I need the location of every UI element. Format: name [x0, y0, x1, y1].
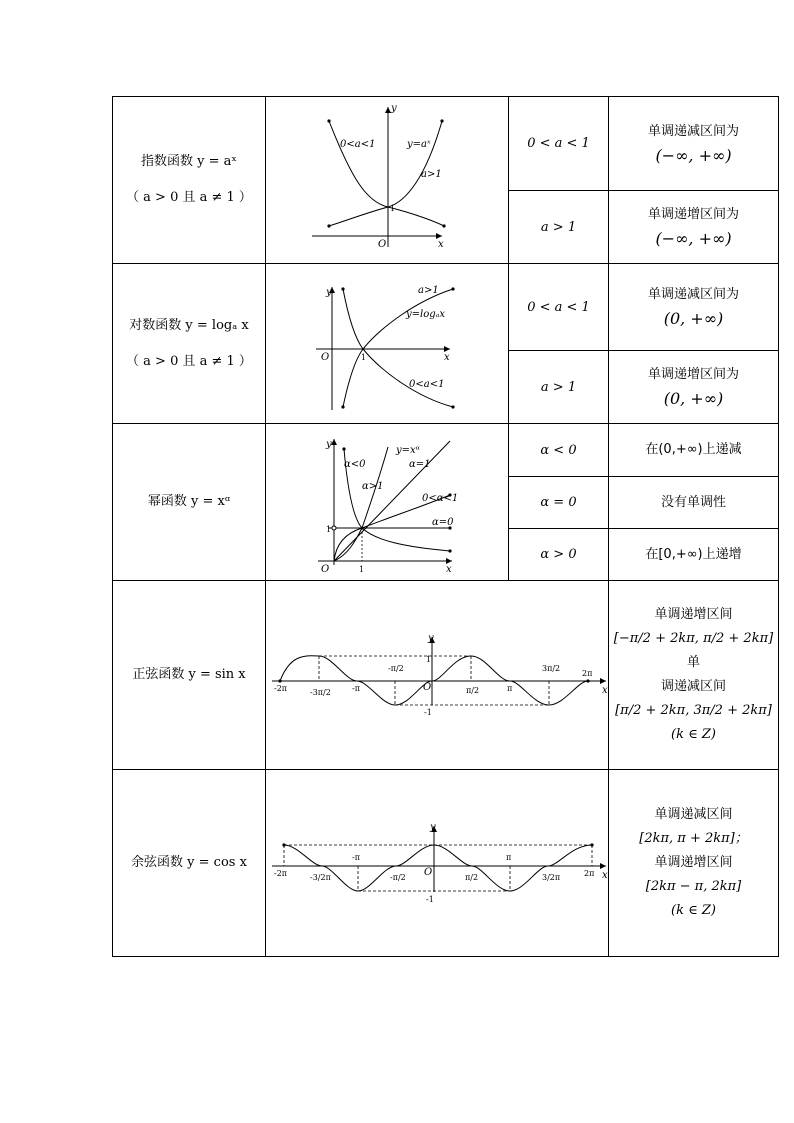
- power-mono-3: 在[0,+∞)上递增: [609, 529, 779, 581]
- cos-mono-cell: [609, 770, 779, 957]
- exp-graph-cell: [266, 97, 509, 264]
- exp-cond-2: a > 1: [509, 191, 609, 264]
- sin-k-note: (k ∈ Z): [671, 727, 716, 742]
- tick-minus-3pi-2: -3/2π: [310, 872, 331, 882]
- exp-mono-1-interval: (−∞, +∞): [655, 145, 732, 165]
- cos-inc-label: 单调递增区间: [654, 855, 733, 870]
- sin-inc-suffix: 单: [686, 655, 700, 670]
- origin-label: O: [321, 563, 330, 575]
- tick-2pi: 2π: [582, 668, 593, 678]
- power-name-cell: [113, 424, 266, 581]
- origin-label: O: [423, 681, 432, 693]
- exp-graph: [266, 97, 509, 263]
- exp-mono-2: [609, 191, 779, 264]
- cos-k-note: (k ∈ Z): [671, 903, 716, 918]
- sin-inc-line: [609, 627, 778, 675]
- label-increasing: a>1: [418, 284, 439, 296]
- tick-minus-2pi: -2π: [274, 683, 288, 693]
- origin-label: O: [378, 239, 387, 250]
- x-arrow-icon: [600, 863, 606, 869]
- power-graph-cell: [266, 424, 509, 581]
- sin-dec-interval: [π/2 + 2kπ, 3π/2 + 2kπ]: [615, 703, 772, 718]
- exp-mono-2-desc: 单调递增区间为: [647, 207, 739, 222]
- log-mono-2-desc: 单调递增区间为: [647, 367, 739, 382]
- y-label: y: [326, 286, 332, 298]
- label-function: y=aˣ: [407, 139, 431, 150]
- sin-mono-cell: [609, 581, 779, 770]
- tick-3pi-2: 3/2π: [542, 872, 561, 882]
- log-graph: [266, 265, 509, 423]
- power-cond-3: α > 0: [509, 529, 609, 581]
- cosine-curve: [284, 845, 595, 891]
- endpoint: [342, 447, 345, 450]
- power-name: 幂函数 y = xᵅ: [147, 494, 231, 509]
- power-cond-2: α = 0: [509, 477, 609, 529]
- power-mono-1: 在(0,+∞)上递减: [609, 424, 779, 477]
- sin-inc-interval: [−π/2 + 2kπ, π/2 + 2kπ]: [613, 631, 774, 646]
- power-graph: [266, 425, 509, 580]
- y-arrow-icon: [331, 439, 337, 445]
- log-mono-2: [609, 351, 779, 424]
- function-properties-table: [112, 96, 779, 957]
- endpoint: [327, 119, 330, 122]
- x-label: x: [602, 684, 608, 696]
- tick-pi: π: [506, 852, 512, 862]
- y-label: y: [428, 632, 434, 644]
- endpoint: [341, 405, 344, 408]
- log-cond-1: 0 < a < 1: [509, 264, 609, 351]
- cos-dec-label: 单调递减区间: [654, 807, 733, 822]
- exp-name-cell: [113, 97, 266, 264]
- endpoint: [442, 224, 445, 227]
- endpoint: [448, 549, 451, 552]
- origin-label: O: [424, 866, 433, 878]
- y-label: y: [391, 103, 397, 114]
- sin-row: [113, 581, 779, 770]
- endpoint: [341, 287, 344, 290]
- open-point: [332, 526, 336, 530]
- sin-graph-cell: [266, 581, 609, 770]
- log-graph-cell: [266, 264, 509, 424]
- power-cond-1: α < 0: [509, 424, 609, 477]
- tick-2pi: 2π: [584, 868, 595, 878]
- exp-mono-1-desc: 单调递减区间为: [647, 123, 739, 139]
- exp-mono-1: [609, 97, 779, 191]
- cos-name: 余弦函数 y = cos x: [131, 855, 247, 870]
- exp-condition-note: （ a > 0 且 a ≠ 1 ）: [126, 190, 252, 205]
- one-label: 1: [361, 352, 367, 362]
- label-alpha-zero: α=0: [432, 516, 454, 528]
- cos-row: [113, 770, 779, 957]
- sin-name: 正弦函数 y = sin x: [132, 667, 246, 682]
- y-label: y: [430, 821, 436, 833]
- label-function: y=logₐx: [406, 308, 446, 320]
- exp-name: 指数函数 y = aˣ: [141, 154, 237, 169]
- log-cond-2: a > 1: [509, 351, 609, 424]
- label-alpha-mid: 0<α<1: [422, 492, 459, 504]
- tick-minus-pi-2: -π/2: [390, 872, 406, 882]
- x-label: x: [444, 351, 450, 363]
- log-mono-1-desc: 单调递减区间为: [647, 287, 739, 302]
- sin-graph: [266, 583, 609, 768]
- sin-name-cell: [113, 581, 266, 770]
- endpoint: [590, 843, 593, 846]
- log-condition-note: （ a > 0 且 a ≠ 1 ）: [126, 353, 252, 369]
- tick-pi-2: π/2: [465, 872, 479, 882]
- exp-row-a: [113, 97, 779, 191]
- log-name: 对数函数 y = logₐ x: [129, 317, 249, 333]
- tick-minus-pi: -π: [352, 852, 360, 862]
- label-alpha-gt1: α>1: [362, 480, 384, 492]
- x-label: x: [446, 563, 452, 575]
- label-alpha-one: α=1: [409, 458, 431, 470]
- sin-dec-label: 调递减区间: [660, 679, 726, 694]
- power-row-a: [113, 424, 779, 477]
- sin-inc-label: 单调递增区间: [654, 607, 733, 622]
- y-label: y: [326, 438, 332, 450]
- tick-pi-2: π/2: [466, 685, 480, 695]
- cos-name-cell: [113, 770, 266, 957]
- log-row-a: [113, 264, 779, 351]
- one-label: 1: [426, 654, 432, 664]
- exp-cond-1: 0 < a < 1: [509, 97, 609, 191]
- tick-pi: π: [507, 683, 513, 693]
- tick-minus-2pi: -2π: [274, 868, 288, 878]
- x-arrow-icon: [600, 678, 606, 684]
- label-decreasing: 0<a<1: [340, 139, 376, 150]
- log-name-cell: [113, 264, 266, 424]
- endpoint: [282, 843, 285, 846]
- cos-inc-interval: [2kπ − π, 2kπ]: [645, 879, 742, 894]
- tick-minus-pi: -π: [352, 683, 360, 693]
- origin-label: O: [321, 351, 330, 363]
- log-mono-1: [609, 264, 779, 351]
- endpoint: [278, 679, 281, 682]
- one-x-label: 1: [359, 564, 365, 574]
- one-label: 1: [390, 204, 396, 213]
- label-decreasing: 0<a<1: [409, 378, 445, 390]
- minus-one-label: -1: [424, 707, 432, 717]
- power-mono-2: 没有单调性: [609, 477, 779, 529]
- label-function: y=xᵅ: [396, 444, 420, 456]
- tick-minus-3pi-2: -3π/2: [310, 687, 331, 697]
- exp-mono-2-interval: (−∞, +∞): [655, 229, 732, 248]
- cos-graph: [266, 772, 609, 955]
- label-alpha-neg: α<0: [344, 458, 366, 470]
- x-label: x: [438, 239, 444, 250]
- endpoint: [451, 287, 454, 290]
- log-mono-2-interval: (0, +∞): [663, 389, 724, 408]
- endpoint: [440, 119, 443, 122]
- tick-minus-pi-2: -π/2: [388, 663, 404, 673]
- endpoint: [451, 405, 454, 408]
- cos-graph-cell: [266, 770, 609, 957]
- log-mono-1-interval: (0, +∞): [663, 309, 724, 328]
- endpoint: [327, 224, 330, 227]
- tick-3pi-2: 3π/2: [542, 663, 561, 673]
- minus-one-label: -1: [426, 894, 434, 904]
- endpoint: [586, 679, 589, 682]
- label-increasing: a>1: [421, 169, 442, 180]
- one-y-label: 1: [326, 524, 332, 534]
- cos-dec-interval: [2kπ, π + 2kπ]；: [639, 831, 748, 846]
- x-label: x: [602, 869, 608, 881]
